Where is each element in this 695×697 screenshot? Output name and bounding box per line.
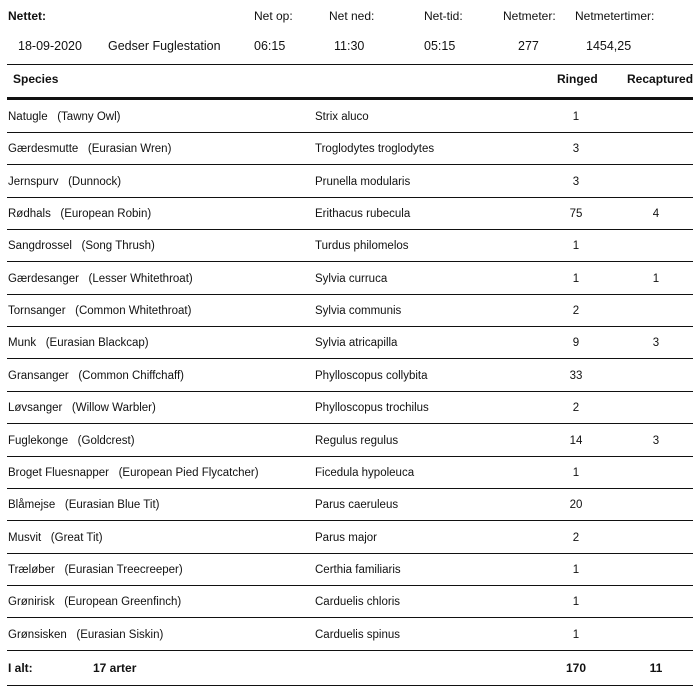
table-row <box>0 166 695 198</box>
ringed-count: 1 <box>572 240 580 253</box>
species-name: Jernspurv (Dunnock) <box>8 175 122 188</box>
species-name: Grønirisk (European Greenfinch) <box>8 596 182 609</box>
net-ned-label: Net ned: <box>329 9 375 23</box>
row-divider <box>7 650 693 651</box>
latin-name: Parus caeruleus <box>315 499 399 512</box>
latin-name: Strix aluco <box>315 111 369 123</box>
column-header-ringed: Ringed <box>557 72 598 86</box>
table-row <box>0 263 695 295</box>
table-row <box>0 392 695 424</box>
table-row <box>0 489 695 521</box>
table-row <box>0 586 695 618</box>
totals-divider <box>7 685 693 686</box>
netmetertimer-value: 1454,25 <box>586 39 632 53</box>
latin-name: Turdus philomelos <box>315 240 409 253</box>
table-row <box>0 457 695 489</box>
species-name: Gærdesmutte (Eurasian Wren) <box>8 143 172 156</box>
latin-name: Carduelis spinus <box>315 628 401 641</box>
column-header-recaptured: Recaptured <box>627 72 694 86</box>
ringed-count: 33 <box>569 369 583 382</box>
ringed-count: 14 <box>569 434 583 447</box>
latin-name: Sylvia atricapilla <box>315 337 398 350</box>
column-header-species: Species <box>13 72 59 86</box>
netmeter-label: Netmeter: <box>503 9 556 23</box>
species-name: Blåmejse (Eurasian Blue Tit) <box>8 499 160 512</box>
ringed-count: 2 <box>572 305 580 318</box>
site-value: Gedser Fuglestation <box>108 39 221 53</box>
table-row <box>0 360 695 392</box>
table-row <box>0 327 695 359</box>
recaptured-count: 4 <box>652 208 660 221</box>
species-name: Musvit (Great Tit) <box>8 531 103 544</box>
latin-name: Phylloscopus collybita <box>315 369 428 382</box>
ringed-count: 3 <box>572 143 580 156</box>
recaptured-count: 1 <box>652 272 660 285</box>
latin-name: Carduelis chloris <box>315 596 401 609</box>
latin-name: Erithacus rubecula <box>315 208 411 221</box>
site-label: Nettet: <box>8 9 46 23</box>
date-value: 18-09-2020 <box>18 39 82 53</box>
table-row <box>0 425 695 457</box>
species-name: Rødhals (European Robin) <box>8 208 152 221</box>
table-row <box>0 619 695 651</box>
net-tid-label: Net-tid: <box>424 9 463 23</box>
ringed-count: 1 <box>572 111 580 123</box>
latin-name: Regulus regulus <box>315 434 399 447</box>
species-name: Tornsanger (Common Whitethroat) <box>8 305 192 318</box>
latin-name: Prunella modularis <box>315 175 411 188</box>
ringed-count: 1 <box>572 272 580 285</box>
table-row <box>0 230 695 262</box>
latin-name: Certhia familiaris <box>315 563 401 576</box>
ringed-count: 1 <box>572 563 580 576</box>
species-name: Gærdesanger (Lesser Whitethroat) <box>8 272 193 285</box>
ringed-count: 1 <box>572 466 580 479</box>
recaptured-count: 3 <box>652 434 660 447</box>
ringed-count: 2 <box>572 402 580 415</box>
species-name: Fuglekonge (Goldcrest) <box>8 434 135 447</box>
species-name: Gransanger (Common Chiffchaff) <box>8 369 184 382</box>
species-name: Grønsisken (Eurasian Siskin) <box>8 628 164 641</box>
species-name: Sangdrossel (Song Thrush) <box>8 240 155 253</box>
species-name: Broget Fluesnapper (European Pied Flycatcher) <box>8 466 259 479</box>
ringed-count: 1 <box>572 596 580 609</box>
netmetertimer-label: Netmetertimer: <box>575 9 655 23</box>
species-name: Natugle (Tawny Owl) <box>8 111 121 123</box>
species-name: Træløber (Eurasian Treecreeper) <box>8 563 183 576</box>
latin-name: Parus major <box>315 531 377 544</box>
recaptured-count: 3 <box>652 337 660 350</box>
species-name: Munk (Eurasian Blackcap) <box>8 337 149 350</box>
netmeter-value: 277 <box>518 39 539 53</box>
latin-name: Sylvia curruca <box>315 272 388 285</box>
header-divider <box>7 64 693 65</box>
latin-name: Troglodytes troglodytes <box>315 143 435 156</box>
table-row <box>0 295 695 327</box>
table-row <box>0 554 695 586</box>
table-row <box>0 522 695 554</box>
column-header-divider <box>7 97 693 100</box>
net-tid-value: 05:15 <box>424 39 456 53</box>
latin-name: Ficedula hypoleuca <box>315 466 415 479</box>
table-row <box>0 133 695 165</box>
table-row <box>0 198 695 230</box>
ringed-count: 1 <box>572 628 580 641</box>
latin-name: Sylvia communis <box>315 305 402 318</box>
totals-recaptured: 11 <box>649 661 663 675</box>
totals-species-count: 17 arter <box>93 661 137 675</box>
ringed-count: 20 <box>569 499 583 512</box>
ringed-count: 3 <box>572 175 580 188</box>
table-row <box>0 101 695 133</box>
totals-label: I alt: <box>8 661 33 675</box>
species-name: Løvsanger (Willow Warbler) <box>8 402 156 415</box>
ringed-count: 9 <box>572 337 580 350</box>
net-op-label: Net op: <box>254 9 293 23</box>
totals-ringed: 170 <box>565 661 587 675</box>
ringed-count: 2 <box>572 531 580 544</box>
latin-name: Phylloscopus trochilus <box>315 402 429 415</box>
net-op-value: 06:15 <box>254 39 286 53</box>
net-ned-value: 11:30 <box>334 39 365 53</box>
ringed-count: 75 <box>569 208 583 221</box>
